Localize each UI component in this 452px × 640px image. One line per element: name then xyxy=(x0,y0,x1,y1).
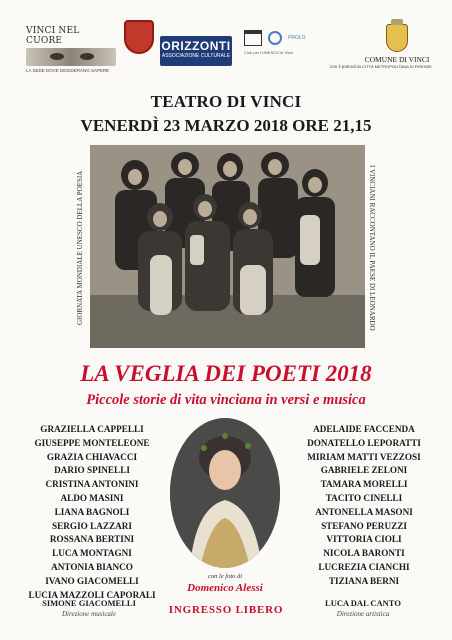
performers-left-list xyxy=(12,423,172,602)
performer-name: GRAZIELLA CAPPELLI xyxy=(40,424,144,434)
performer-name: ROSSANA BERTINI xyxy=(49,534,135,545)
comune-crest-icon xyxy=(386,24,408,52)
unesco-label: PROLO xyxy=(288,35,306,41)
performer-name: ANTONIA BIANCO xyxy=(51,561,133,572)
eyes-image xyxy=(26,48,116,66)
performer-name: MIRIAM MATTI VEZZOSI xyxy=(307,451,421,462)
performer-name: IVANO GIACOMELLI xyxy=(45,575,139,586)
performers-right-list xyxy=(284,423,444,589)
unesco-temple-icon xyxy=(244,30,262,46)
performer-name: ADELAIDE FACCENDA xyxy=(313,424,415,434)
performer-name: ALDO MASINI xyxy=(60,492,124,503)
red-crest-icon xyxy=(124,20,154,54)
performer-name: LUCIA MAZZOLI CAPORALI xyxy=(28,589,156,600)
sponsor-logos-row xyxy=(0,0,452,88)
patrocinio-label: con il patrocinio xyxy=(330,64,362,69)
performer-name: STEFANO PERUZZI xyxy=(321,520,407,531)
performer-name: ANTONELLA MASONI xyxy=(315,506,413,517)
unesco-caption: Club per l'UNESCO di Vinci xyxy=(244,50,293,55)
performer-name: TAMARA MORELLI xyxy=(320,479,408,490)
red-crest-logo xyxy=(122,20,156,68)
artistic-director-role: Direzione artistica xyxy=(336,610,390,618)
circle-logo-icon xyxy=(268,31,282,45)
performer-name: VITTORIA CIOLI xyxy=(326,534,402,545)
artistic-director xyxy=(298,598,428,618)
performer-name: CRISTINA ANTONINI xyxy=(45,479,139,490)
musical-director xyxy=(24,598,154,618)
unesco-logo xyxy=(244,30,316,68)
artistic-director-name: LUCA DAL CANTO xyxy=(325,598,401,608)
comune-name: COMUNE DI VINCI xyxy=(364,55,430,64)
performer-name: DARIO SPINELLI xyxy=(54,465,130,476)
vinci-nel-cuore-subtitle: LA SEDE DOVE DESIDERANO SAPERE xyxy=(26,68,110,73)
event-date: VENERDÌ 23 MARZO 2018 ORE 21,15 xyxy=(80,116,372,135)
venue-title: TEATRO DI VINCI xyxy=(150,92,302,111)
comune-subtitle: CITTÀ METROPOLITANA DI FIRENZE xyxy=(362,64,432,69)
performer-name: GRAZIA CHIAVACCI xyxy=(46,451,138,462)
orizzonti-name: ORIZZONTI xyxy=(161,39,231,53)
vinci-nel-cuore-logo xyxy=(26,26,118,72)
performer-name: TACITO CINELLI xyxy=(325,492,403,503)
performer-name: DONATELLO LEPORATTI xyxy=(307,437,421,448)
performer-name: LUCREZIA CIANCHI xyxy=(318,561,410,572)
event-subtitle: Piccole storie di vita vinciana in versi e musica xyxy=(86,392,366,408)
photo-credit-label: con le foto di xyxy=(207,573,243,580)
comune-logo xyxy=(354,24,440,69)
musical-director-name: SIMONE GIACOMELLI xyxy=(42,598,136,608)
performer-name: NICOLA BARONTI xyxy=(323,548,405,559)
musical-director-role: Direzione musicale xyxy=(62,610,116,618)
performer-name: SERGIO LAZZARI xyxy=(52,520,132,531)
woman-portrait-image xyxy=(170,418,280,568)
performer-name: GIUSEPPE MONTELEONE xyxy=(34,437,150,448)
orizzonti-subtitle: ASSOCIAZIONE CULTURALE xyxy=(161,53,231,59)
orizzonti-logo xyxy=(160,36,232,66)
vinci-nel-cuore-title: VINCI NEL CUORE xyxy=(26,26,80,46)
performer-name: LIANA BAGNOLI xyxy=(54,506,130,517)
performer-name: GABRIELE ZELONI xyxy=(320,465,408,476)
poets-group-photo xyxy=(90,145,365,348)
side-text-left: GIORNATA MONDIALE UNESCO DELLA POESIA xyxy=(76,170,84,326)
event-title: LA VEGLIA DEI POETI 2018 xyxy=(80,361,372,386)
performer-name: TIZIANA BERNI xyxy=(328,575,400,586)
performer-name: LUCA MONTAGNI xyxy=(52,548,132,559)
side-text-right: I VINCIANI RACCONTANO IL PAESE DI LEONARDO xyxy=(368,165,376,331)
free-entry-label: INGRESSO LIBERO xyxy=(168,604,284,616)
photo-credit-author: Domenico Alessi xyxy=(187,582,263,594)
